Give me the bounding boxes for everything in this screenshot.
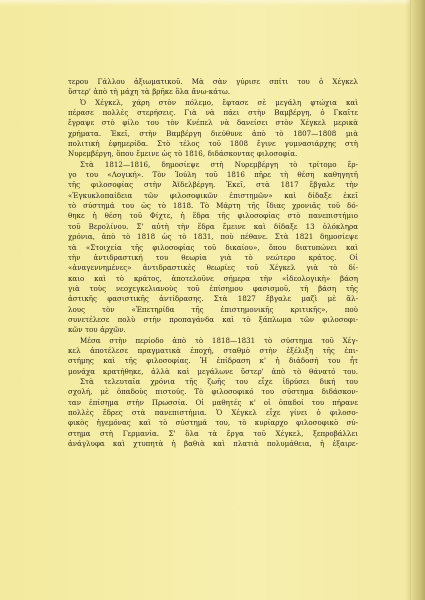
text-line: κελ ἀποτέλεσε πραγματικὰ ἐποχή, σταθμὸ στὴν ἐξέλιξη τῆς ἐπι- bbox=[68, 345, 358, 355]
text-line: μονάχα κρατήθηκε, ἀλλὰ καὶ μεγάλωνε ὕστερ' ἀπὸ τὸ θάνατό του. bbox=[68, 366, 358, 376]
text-line: χρήματα. Ἐκεῖ, στὴν Βαμβέργη διεύθυνε ἀπὸ τὸ 1807—1808 μιὰ bbox=[68, 128, 358, 138]
text-line: στήμης καὶ τῆς φιλοσοφίας. Ἡ ἐπίδραση κ' ἡ διάδοσή του ἦτ bbox=[68, 356, 358, 366]
text-line: τῆς φιλοσοφίας στὴν Ἀϊδελβέργη. Ἐκεῖ, στὰ 1817 ἔβγαλε τὴν bbox=[68, 180, 358, 190]
text-line: τὸ σύστημά του ὡς τὸ 1818. Τὸ Μάρτη τῆς ἴδιας χρονιᾶς τοῦ δό- bbox=[68, 201, 358, 211]
text-line: φικὸς ἡγεμόνας καὶ τὸ σύστημά του, τὸ κυρίαρχο φιλοσοφικὸ σύ- bbox=[68, 418, 358, 428]
text-line: ἔγραψε στὸ φίλο του τὸν Κνέπελ νὰ δανείσει στὸν Χέγκελ μερικὰ bbox=[68, 118, 358, 128]
text-line: πέρασε πολλὲς στερήσεις. Γιὰ νὰ πάει στὴν Βαμβέργη, ὁ Γκαῖτε bbox=[68, 108, 358, 118]
text-line: ὕστερ' ἀπὸ τὴ μάχη τὰ βρῆκε ὅλα ἄνω-κάτω. bbox=[68, 87, 230, 97]
text-line: ἀστικῆς φασιστικῆς ἀντίδρασης. Στὰ 1827 ἔβγαλε μαζὶ μὲ ἄλ- bbox=[68, 294, 358, 304]
text-line: καιο καὶ τὸ κράτος, ἀποτελοῦνε σήμερα τὴν «ἰδεολογικὴ» βάση bbox=[68, 273, 358, 283]
text-line: τὴν ἀντιδραστική του θεωρία γιὰ τὸ νεώτερο κράτος. Οἱ bbox=[68, 252, 358, 262]
text-line: σχολή, μὲ ὀπαδοὺς πιστούς. Τὸ φιλοσοφικό του σύστημα διδάσκον- bbox=[68, 387, 358, 397]
text-line: λους τὸν «Ἐπετηρίδα τῆς ἐπιστημονικῆς κριτικῆς», ποὺ bbox=[68, 304, 358, 314]
text-line: Μέσα στὴν περίοδο ἀπὸ τὸ 1818—1831 τὸ σύστημα τοῦ Χέγ- bbox=[80, 335, 358, 345]
text-line: πολλὲς ἕδρες στὰ πανεπιστήμια. Ὁ Χέγκελ εἶχε γίνει ὁ φιλοσο- bbox=[68, 408, 358, 417]
text-line: τοῦ Βερολίνου. Σ' αὐτὴ τὴν ἕδρα ἔμεινε καὶ δίδαξε 13 ὁλόκληρα bbox=[68, 221, 358, 231]
body-text bbox=[68, 77, 358, 449]
text-line: πολιτικὴ ἐφημερίδα. Στὸ τέλος τοῦ 1808 ἔγινε γυμνασιάρχης στὴ bbox=[68, 139, 358, 149]
text-line: τὰ «Στοιχεία τῆς φιλοσοφίας τοῦ δικαίου», ὅπου διατυπώνει καὶ bbox=[68, 242, 358, 252]
text-line: κῶν του ἀρχῶν. bbox=[68, 325, 126, 335]
text-line: Νυρεμβέργη, ὅπου ἔμεινε ὡς τὸ 1816, διδάσκοντας φιλοσοφία. bbox=[68, 149, 298, 159]
text-line: ταν ἐπίσημα στὴν Πρωσσία. Οἱ μαθητές κ' οἱ ὀπαδοί του πήρανε bbox=[68, 397, 358, 407]
text-line: Στὰ 1812—1816, δημοσίεψε στὴ Νυρεμβέργη τὸ τρίτομο ἔρ- bbox=[80, 159, 358, 169]
text-line: θηκε ἡ θέση τοῦ Φίχτε, ἡ ἕδρα τῆς φιλοσοφίας στὸ πανεπιστήμιο bbox=[68, 211, 358, 221]
text-line: τερου Γάλλου ἀξιωματικοῦ. Μὰ σὰν γύρισε σπίτι του ὁ Χέγκελ bbox=[68, 77, 358, 86]
text-line: στημα στὴ Γερμανία. Σ' ὅλα τὰ ἔργα τοῦ Χέγκελ, ξεπροβάλλει bbox=[68, 428, 358, 438]
text-line: «ἀναγεννημένες» ἀντιδραστικὲς θεωρίες τοῦ Χέγκελ γιὰ τὸ δί- bbox=[68, 263, 358, 273]
page-top-edge bbox=[0, 0, 425, 6]
text-line: γιὰ τοὺς νεοχεγκελιανοὺς τοῦ ἐπίσημου φασισμοῦ, τὴ βάση τῆς bbox=[68, 283, 358, 293]
text-line: χρόνια, ἀπὸ τὸ 1818 ὡς τὸ 1831, ποὺ πέθανε. Στὰ 1821 δημοσίεψε bbox=[68, 232, 358, 242]
book-spine-edge bbox=[410, 0, 425, 600]
text-line: γο του «Λογική». Τὸν Ἰούλη τοῦ 1816 πῆρε τὴ θέση καθηγητῆ bbox=[68, 170, 358, 180]
text-line: ἀνάγλυφα καὶ χτυπητὰ ἡ βαθιὰ καὶ πλατιὰ πολυμάθεια, ἡ ἐξαιρε- bbox=[68, 439, 358, 449]
text-line: Στὰ τελευταῖα χρόνια τῆς ζωῆς του εἶχε ἱδρύσει δική του bbox=[80, 376, 358, 386]
text-line: συνετέλεσε πολὺ στὴν προπαγάνδα καὶ τὸ ξάπλωμα τῶν φιλοσοφι- bbox=[68, 314, 358, 324]
text-line: Ὁ Χέγκελ, χάρη στὸν πόλεμο, ἔφτασε σὲ μεγάλη φτώχια καὶ bbox=[80, 97, 358, 107]
text-line: «Ἐγκυκλοπαίδεια τῶν φιλοσοφικῶν ἐπιστημῶν» καὶ δίδαξε ἐκεῖ bbox=[68, 190, 358, 200]
